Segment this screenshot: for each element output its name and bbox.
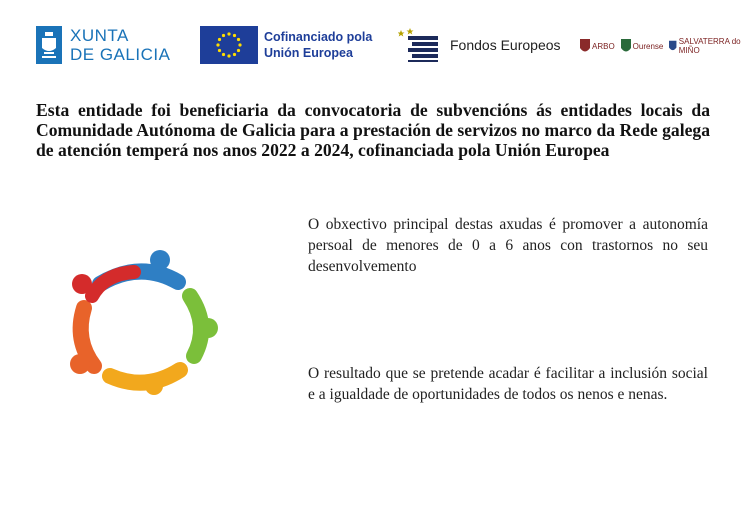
fondos-europeos-label: Fondos Europeos (450, 37, 561, 53)
result-paragraph: O resultado que se pretende acadar é facilitar a inclusión social e a igualdade de oportunidades de todos os nenos e nenas. (308, 365, 708, 403)
concellos-logos (580, 37, 742, 55)
concello-arbo-logo (580, 37, 615, 55)
person-head-orange (70, 354, 90, 374)
xunta-wordmark (70, 26, 170, 64)
concello-ourense-logo (621, 37, 664, 55)
concello-ourense-name: Ourense (632, 41, 664, 51)
eu-flag-icon (200, 26, 258, 64)
main-heading: Esta entidade foi beneficiaria da convocatoria de subvencións ás entidades locais da Comunidade Autónoma de Galicia para a prestación de servizos no marco da Rede galega de atención temperá nos anos 2022 a 2024, cofinanciada pola Unión Europea (36, 100, 710, 160)
fondos-europeos-icon (398, 28, 442, 62)
person-head-green (198, 318, 218, 338)
eu-line-2: Unión Europea (264, 46, 353, 60)
fondos-europeos-logo (398, 28, 561, 62)
ourense-shield-icon (621, 37, 631, 55)
person-head-yellow (145, 377, 163, 395)
salvaterra-shield-icon (669, 37, 676, 55)
person-head-blue (150, 250, 170, 270)
arbo-shield-icon (580, 37, 590, 55)
concello-arbo-name: ARBO (592, 41, 615, 51)
xunta-line-2: DE GALICIA (70, 45, 171, 64)
person-head-red (72, 274, 92, 294)
eu-line-1: Cofinanciado pola (264, 30, 373, 44)
objective-paragraph: O obxectivo principal destas axudas é promover a autonomía persoal de menores de 0 a 6 anos con trastornos no seu desenvolvemento (308, 216, 708, 275)
concello-salvaterra-logo (669, 37, 742, 55)
xunta-line-1: XUNTA (70, 26, 129, 45)
people-circle-icon (60, 246, 222, 396)
eu-cofinanced-text (264, 29, 372, 61)
xunta-de-galicia-logo (36, 26, 170, 64)
xunta-emblem-icon (36, 26, 62, 64)
concello-salvaterra-name: SALVATERRA do MIÑO (678, 37, 741, 55)
eu-cofinanced-logo (200, 26, 372, 64)
